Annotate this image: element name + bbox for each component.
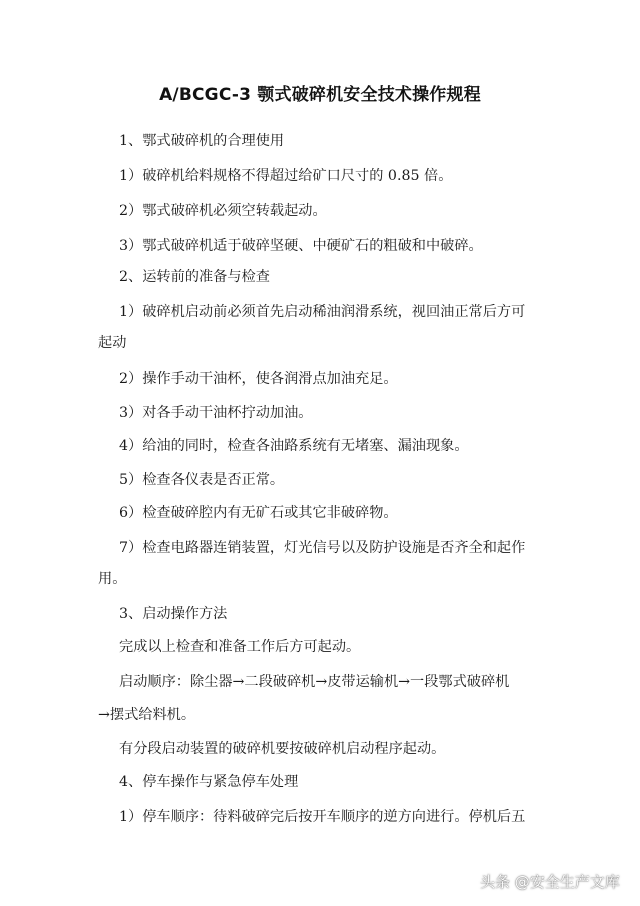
paragraph-continuation: 起动 bbox=[98, 335, 127, 351]
watermark-caption: 头条 @安全生产文库 bbox=[480, 873, 620, 891]
section-heading: 3、启动操作方法 bbox=[119, 606, 228, 622]
paragraph: 启动顺序：除尘器→二段破碎机→皮带运输机→一段鄂式破碎机 bbox=[119, 674, 510, 690]
paragraph: 完成以上检查和准备工作后方可起动。 bbox=[119, 639, 361, 655]
paragraph: 7）检查电路器连销装置，灯光信号以及防护设施是否齐全和起作 bbox=[119, 540, 526, 556]
paragraph: 2）操作手动干油杯，使各润滑点加油充足。 bbox=[119, 371, 398, 387]
paragraph: 1）破碎机启动前必须首先启动稀油润滑系统，视回油正常后方可 bbox=[119, 304, 526, 320]
paragraph: 3）对各手动干油杯拧动加油。 bbox=[119, 405, 313, 421]
section-heading: 2、运转前的准备与检查 bbox=[119, 269, 270, 285]
paragraph: 3）鄂式破碎机适于破碎坚硬、中硬矿石的粗破和中破碎。 bbox=[119, 238, 483, 254]
document-title: A/BCGC-3 颚式破碎机安全技术操作规程 bbox=[159, 85, 481, 105]
paragraph: 5）检查各仪表是否正常。 bbox=[119, 472, 285, 488]
paragraph: 1）破碎机给料规格不得超过给矿口尺寸的 0.85 倍。 bbox=[119, 168, 453, 184]
section-heading: 4、停车操作与紧急停车处理 bbox=[119, 774, 299, 790]
paragraph: 4）给油的同时，检查各油路系统有无堵塞、漏油现象。 bbox=[119, 438, 469, 454]
paragraph: 有分段启动装置的破碎机要按破碎机启动程序起动。 bbox=[119, 741, 446, 757]
paragraph-continuation: →摆式给料机。 bbox=[98, 707, 196, 723]
section-heading: 1、鄂式破碎机的合理使用 bbox=[119, 133, 285, 149]
paragraph: 1）停车顺序：待料破碎完后按开车顺序的逆方向进行。停机后五 bbox=[119, 809, 526, 825]
paragraph-continuation: 用。 bbox=[98, 571, 127, 587]
paragraph: 6）检查破碎腔内有无矿石或其它非破碎物。 bbox=[119, 505, 398, 521]
paragraph: 2）鄂式破碎机必须空转载起动。 bbox=[119, 203, 327, 219]
